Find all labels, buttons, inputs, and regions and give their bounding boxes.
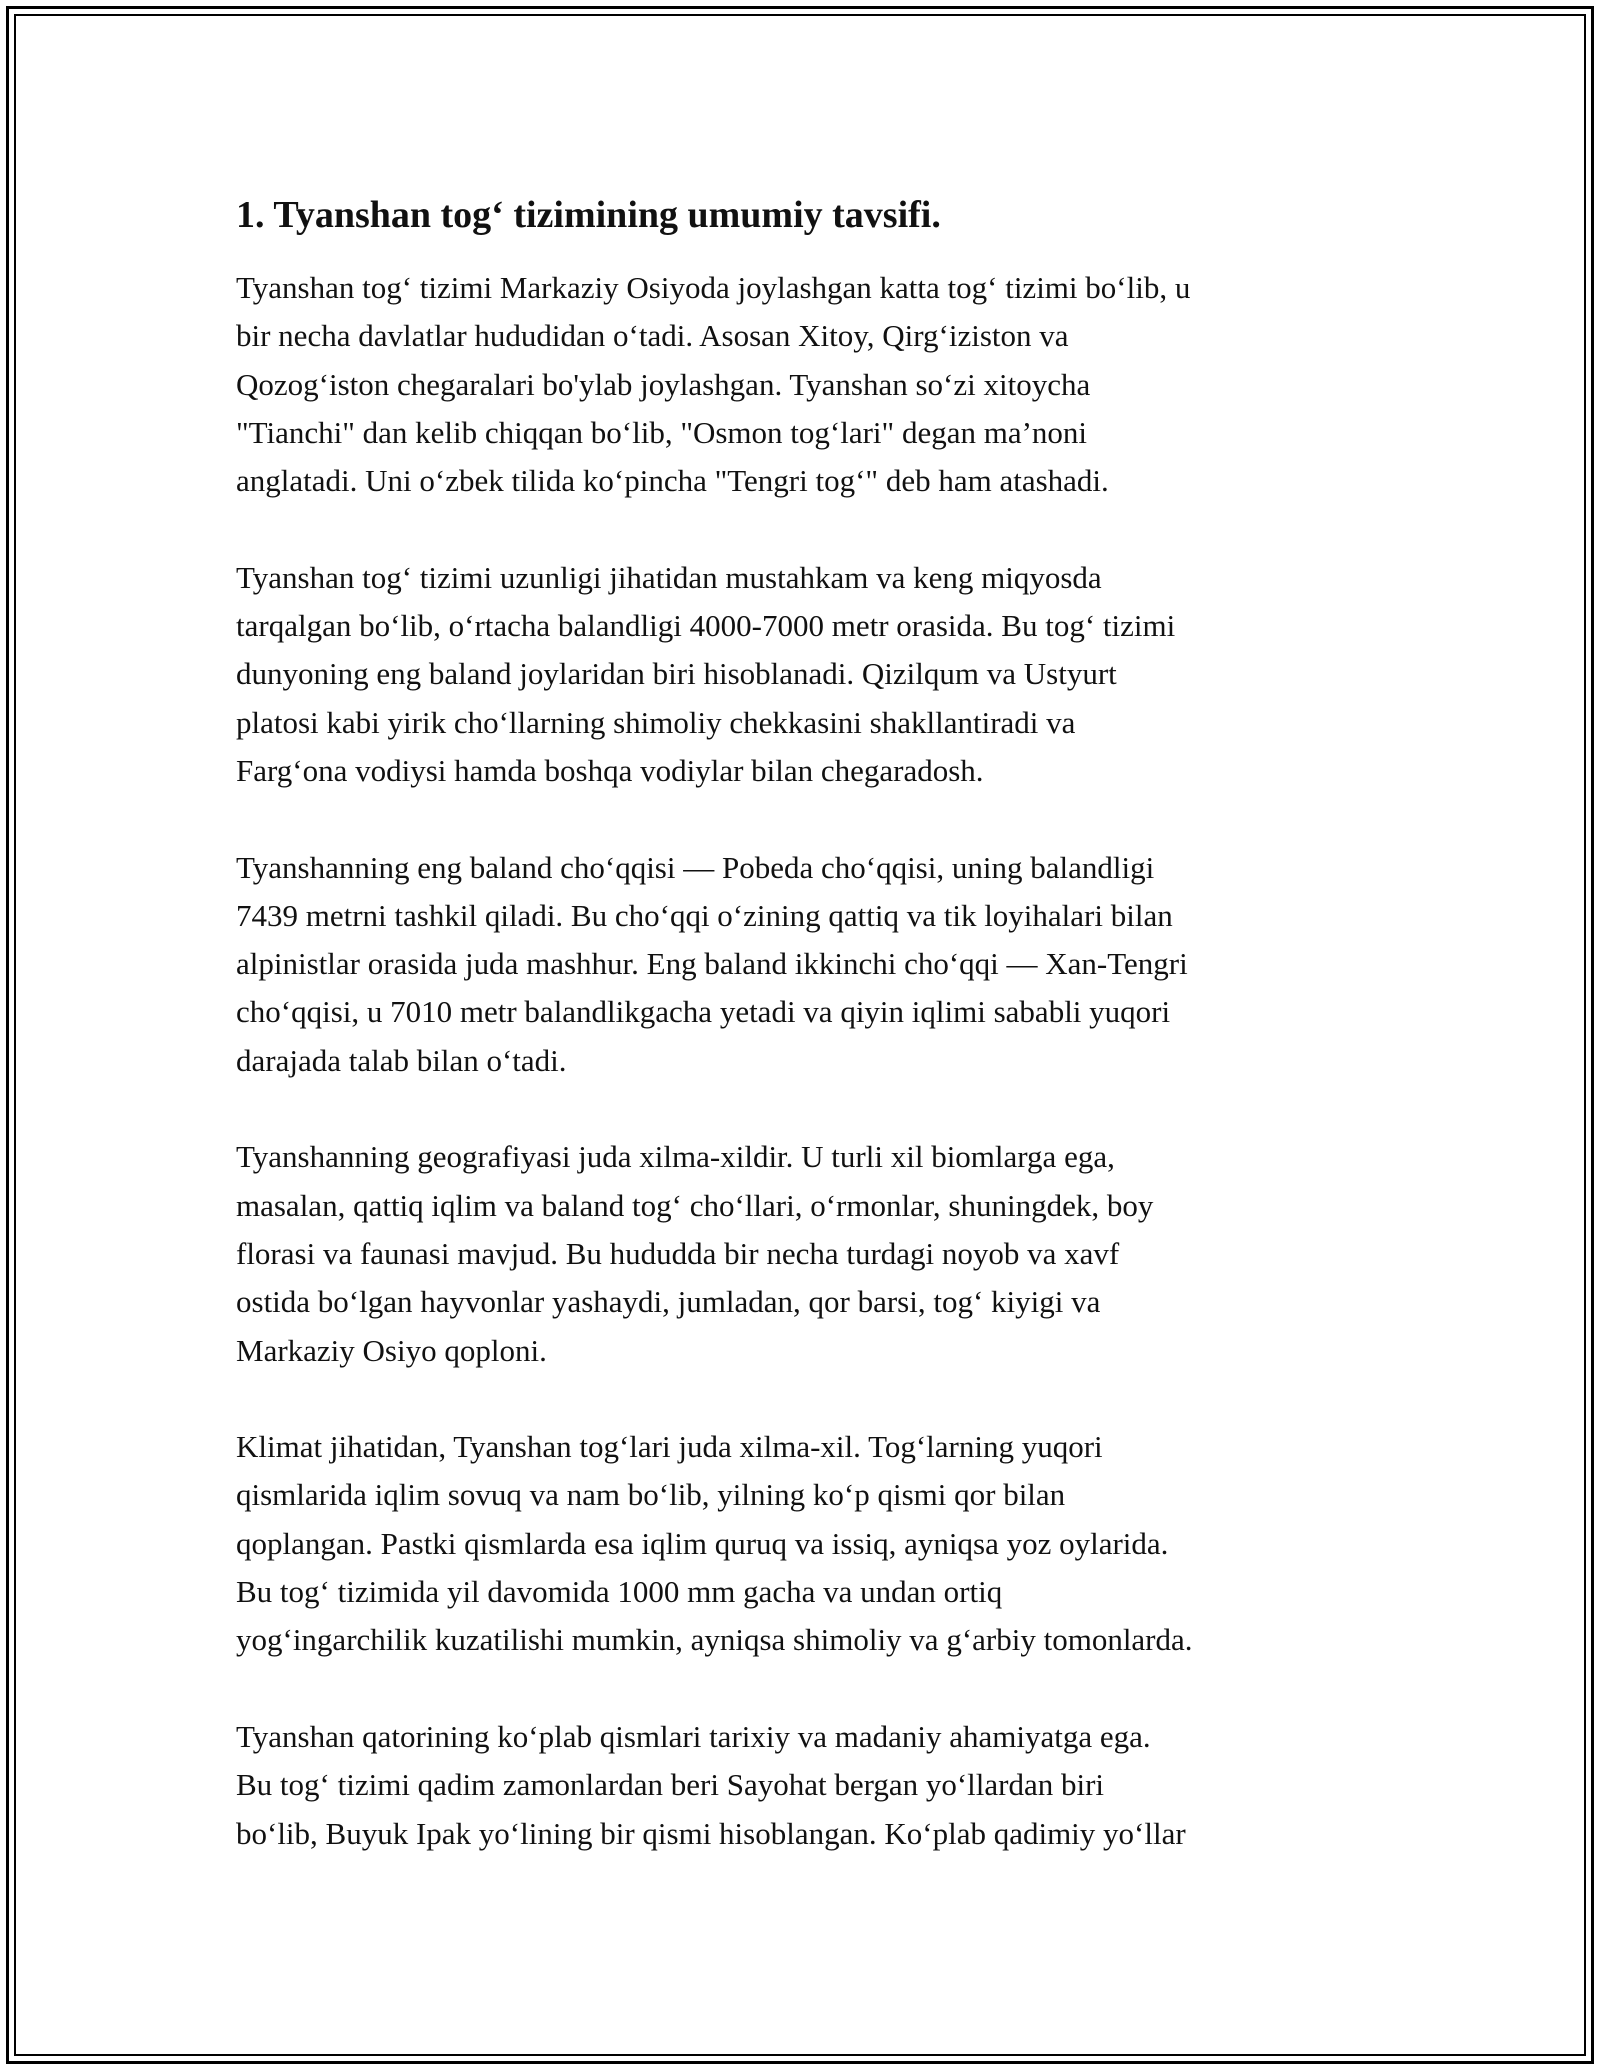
text-line: masalan, qattiq iqlim va baland tog‘ cho‘llari, o‘rmonlar, shuningdek, boy (236, 1187, 1154, 1223)
text-line: tarqalgan bo‘lib, o‘rtacha balandligi 4000-7000 metr orasida. Bu tog‘ tizimi (236, 608, 1176, 644)
paragraph-peaks (236, 844, 1376, 1085)
text-line: darajada talab bilan o‘tadi. (236, 1042, 567, 1078)
text-line: 7439 metrni tashkil qiladi. Bu cho‘qqi o‘zining qattiq va tik loyihalari bilan (236, 897, 1173, 933)
text-line: alpinistlar orasida juda mashhur. Eng baland ikkinchi cho‘qqi — Xan-Tengri (236, 946, 1188, 982)
text-line: bir necha davlatlar hududidan o‘tadi. Asosan Xitoy, Qirg‘iziston va (236, 318, 1069, 354)
text-line: qismlarida iqlim sovuq va nam bo‘lib, yilning ko‘p qismi qor bilan (236, 1477, 1066, 1513)
paragraph-geography (236, 1133, 1376, 1374)
text-line: anglatadi. Uni o‘zbek tilida ko‘pincha "Tengri tog‘" deb ham atashadi. (236, 463, 1109, 499)
paragraph-climate (236, 1423, 1376, 1664)
text-line: dunyoning eng baland joylaridan biri hisoblanadi. Qizilqum va Ustyurt (236, 656, 1117, 692)
text-line: yog‘ingarchilik kuzatilishi mumkin, ayniqsa shimoliy va g‘arbiy tomonlarda. (236, 1622, 1193, 1658)
text-line: Tyanshan qatorining ko‘plab qismlari tarixiy va madaniy ahamiyatga ega. (236, 1718, 1151, 1754)
text-line: Tyanshanning geografiyasi juda xilma-xildir. U turli xil biomlarga ega, (236, 1139, 1115, 1175)
text-line: Markaziy Osiyo qoploni. (236, 1332, 547, 1368)
text-line: Tyanshan tog‘ tizimi Markaziy Osiyoda joylashgan katta tog‘ tizimi bo‘lib, u (236, 270, 1191, 305)
text-line: "Tianchi" dan kelib chiqqan bo‘lib, "Osmon tog‘lari" degan ma’noni (236, 414, 1088, 450)
text-line: Bu tog‘ tizimi qadim zamonlardan beri Sayohat bergan yo‘llardan biri (236, 1767, 1105, 1803)
text-line: bo‘lib, Buyuk Ipak yo‘lining bir qismi hisoblangan. Ko‘plab qadimiy yo‘llar (236, 1815, 1186, 1851)
text-line: ostida bo‘lgan hayvonlar yashaydi, jumladan, qor barsi, tog‘ kiyigi va (236, 1284, 1101, 1320)
text-line: platosi kabi yirik cho‘llarning shimoliy chekkasini shakllantiradi va (236, 704, 1076, 740)
text-line: Bu tog‘ tizimida yil davomida 1000 mm gacha va undan ortiq (236, 1574, 1003, 1610)
text-line: Tyanshan tog‘ tizimi uzunligi jihatidan mustahkam va keng miqyosda (236, 559, 1102, 595)
text-line: Tyanshanning eng baland cho‘qqisi — Pobeda cho‘qqisi, uning balandligi (236, 849, 1155, 885)
document-body (236, 188, 1376, 1906)
text-line: Qozog‘iston chegaralari bo'ylab joylashgan. Tyanshan so‘zi xitoycha (236, 366, 1091, 402)
paragraph-history (236, 1713, 1376, 1858)
text-line: cho‘qqisi, u 7010 metr balandlikgacha yetadi va qiyin iqlimi sababli yuqori (236, 994, 1171, 1030)
paragraph-overview (236, 264, 1376, 505)
text-line: qoplangan. Pastki qismlarda esa iqlim quruq va issiq, ayniqsa yoz oylarida. (236, 1525, 1169, 1561)
text-line: florasi va faunasi mavjud. Bu hududda bir necha turdagi noyob va xavf (236, 1235, 1120, 1271)
paragraph-extent (236, 554, 1376, 795)
section-heading: 1. Tyanshan tog‘ tizimining umumiy tavsifi. (236, 194, 941, 236)
text-line: Klimat jihatidan, Tyanshan tog‘lari juda xilma-xil. Tog‘larning yuqori (236, 1429, 1103, 1465)
text-line: Farg‘ona vodiysi hamda boshqa vodiylar bilan chegaradosh. (236, 752, 984, 788)
